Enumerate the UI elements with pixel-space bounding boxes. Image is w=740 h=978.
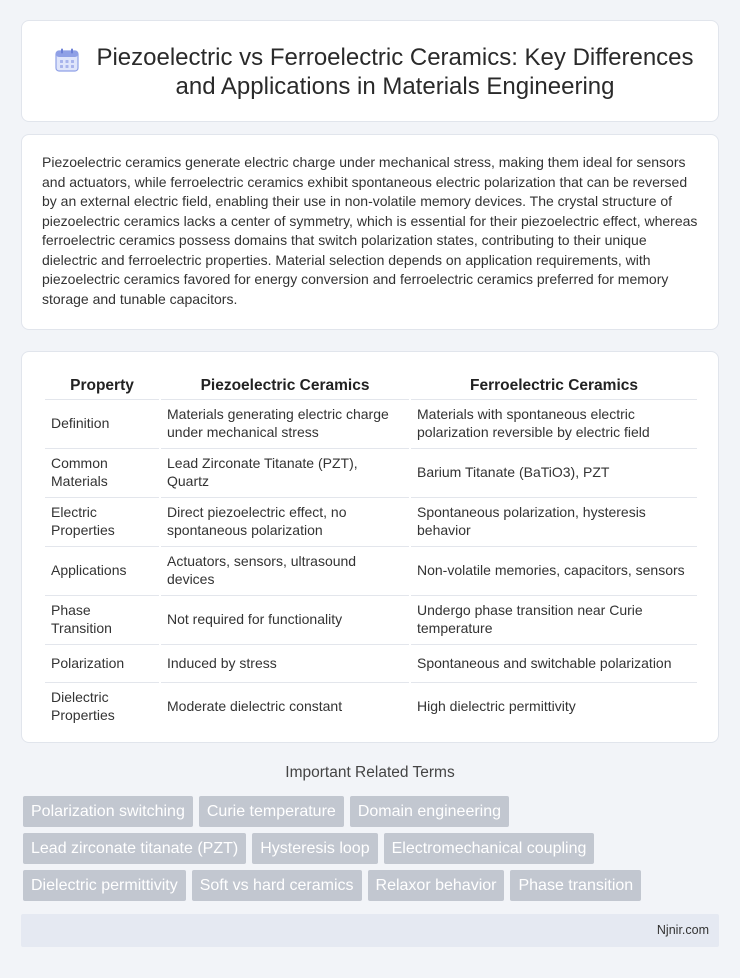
table-cell-property: Polarization — [45, 644, 159, 680]
related-term-tag[interactable]: Relaxor behavior — [368, 870, 505, 901]
footer — [21, 914, 719, 947]
related-term-tag[interactable]: Curie temperature — [199, 796, 344, 827]
related-term-tag[interactable]: Phase transition — [510, 870, 641, 901]
table-cell-piezoelectric: Actuators, sensors, ultrasound devices — [161, 546, 409, 593]
table-cell-piezoelectric: Direct piezoelectric effect, no spontaneous polarization — [161, 497, 409, 544]
related-term-tag[interactable]: Electromechanical coupling — [384, 833, 595, 864]
table-cell-ferroelectric: Spontaneous polarization, hysteresis behavior — [411, 497, 697, 544]
related-terms-heading: Important Related Terms — [285, 764, 455, 781]
related-term-tag[interactable]: Dielectric permittivity — [23, 870, 186, 901]
table-cell-ferroelectric: High dielectric permittivity — [411, 682, 697, 729]
column-header-ferroelectric: Ferroelectric Ceramics — [469, 377, 638, 394]
column-header-property: Property — [70, 377, 134, 394]
table-row — [45, 448, 697, 495]
related-terms-row — [23, 833, 723, 864]
table-row — [45, 595, 697, 642]
table-header-row — [45, 372, 697, 397]
calendar-icon — [54, 47, 80, 73]
table-cell-property: Electric Properties — [45, 497, 159, 544]
table-row — [45, 644, 697, 680]
table-cell-piezoelectric: Lead Zirconate Titanate (PZT), Quartz — [161, 448, 409, 495]
summary-text: Piezoelectric ceramics generate electric charge under mechanical stress, making them ideal for sensors and actuators, while ferroelectric ceramics exhibit spontaneous electric polarization that can be reversed by an external electric field, enabling their use in non-volatile memory devices. The crystal structure of piezoelectric ceramics lacks a center of symmetry, which is essential for their piezoelectric effect, whereas ferroelectric ceramics possess domains that switch polarization states, contributing to their unique dielectric and ferroelectric properties. Material selection depends on application requirements, with piezoelectric ceramics favored for energy conversion and ferroelectric ceramics preferred for memory storage and tunable capacitors. — [42, 154, 698, 307]
comparison-table — [43, 370, 699, 731]
table-cell-ferroelectric: Spontaneous and switchable polarization — [411, 644, 697, 680]
table-row — [45, 399, 697, 446]
related-term-tag[interactable]: Soft vs hard ceramics — [192, 870, 362, 901]
table-cell-piezoelectric: Not required for functionality — [161, 595, 409, 642]
table-cell-ferroelectric: Materials with spontaneous electric polarization reversible by electric field — [411, 399, 697, 446]
summary-card — [21, 134, 719, 330]
table-cell-piezoelectric: Induced by stress — [161, 644, 409, 680]
table-cell-property: Definition — [45, 399, 159, 446]
related-terms-row — [23, 796, 723, 827]
page-title: Piezoelectric vs Ferroelectric Ceramics: Key Differences and Applications in Materials Engineering — [96, 44, 694, 100]
table-cell-piezoelectric: Materials generating electric charge under mechanical stress — [161, 399, 409, 446]
table-cell-property: Dielectric Properties — [45, 682, 159, 729]
column-header-piezoelectric: Piezoelectric Ceramics — [200, 377, 370, 394]
footer-site-link[interactable]: Njnir.com — [656, 923, 709, 937]
table-row — [45, 546, 697, 593]
table-cell-ferroelectric: Non-volatile memories, capacitors, sensors — [411, 546, 697, 593]
table-row — [45, 497, 697, 544]
related-term-tag[interactable]: Polarization switching — [23, 796, 193, 827]
table-row — [45, 682, 697, 729]
related-term-tag[interactable]: Lead zirconate titanate (PZT) — [23, 833, 246, 864]
related-terms-row — [23, 870, 723, 901]
table-cell-property: Common Materials — [45, 448, 159, 495]
related-term-tag[interactable]: Hysteresis loop — [252, 833, 377, 864]
comparison-table-card — [21, 351, 719, 743]
table-cell-piezoelectric: Moderate dielectric constant — [161, 682, 409, 729]
header-card — [21, 20, 719, 122]
table-cell-property: Phase Transition — [45, 595, 159, 642]
related-term-tag[interactable]: Domain engineering — [350, 796, 509, 827]
table-cell-ferroelectric: Undergo phase transition near Curie temperature — [411, 595, 697, 642]
table-cell-property: Applications — [45, 546, 159, 593]
table-cell-ferroelectric: Barium Titanate (BaTiO3), PZT — [411, 448, 697, 495]
